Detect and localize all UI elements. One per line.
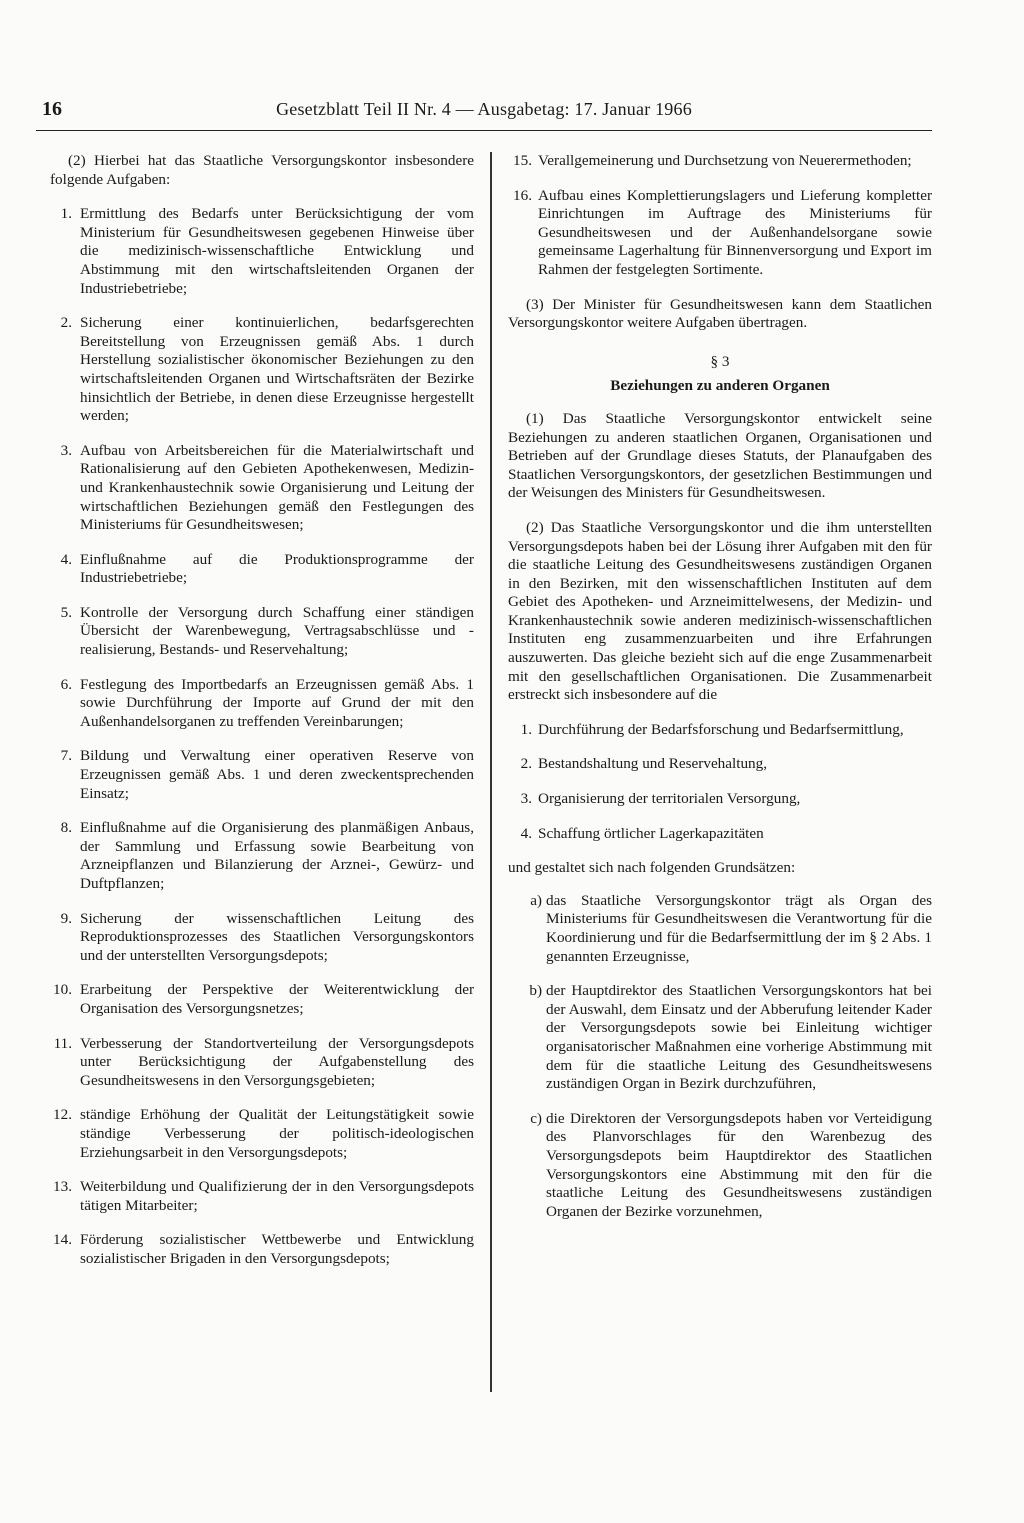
item-text: Verallgemeinerung und Durchsetzung von Neuerermethoden; xyxy=(538,152,912,169)
list-item xyxy=(50,442,474,535)
item-text: der Hauptdirektor des Staatlichen Versorgungskontors hat bei der Auswahl, dem Einsatz und der Abberufung leitender Kader der Versorgungsdepots sowie bei Einleitung wichtiger organisatorischer Maßnahmen eine vorherige Abstimmung mit dem für die staatliche Leitung des Gesundheitswesens zuständigen Organ in Bezirk durchzuführen, xyxy=(546,982,932,1093)
item-number: 2. xyxy=(520,755,532,773)
item-number: 8. xyxy=(60,819,72,837)
item-text: Sicherung der wissenschaftlichen Leitung des Reproduktionsprozesses des Staatlichen Versorgungskontors und der unterstellten Versorgungsdepots; xyxy=(80,909,474,964)
cooperation-list xyxy=(508,721,932,843)
item-text: Aufbau eines Komplettierungslagers und Lieferung kompletter Einrichtungen im Auftrage des Ministeriums für Gesundheitswesen und der Außenhandelsorgane sowie gemeinsame Lagerhaltung für Binnenversorgung und Export im Rahmen der festgelegten Sortimente. xyxy=(538,186,932,278)
item-number: 12. xyxy=(53,1106,72,1124)
paragraph-2-intro: (2) Hierbei hat das Staatliche Versorgungskontor insbesondere folgende Aufgaben: xyxy=(50,152,474,188)
list-item xyxy=(50,676,474,732)
running-title: Gesetzblatt Teil II Nr. 4 — Ausgabetag: 17. Januar 1966 xyxy=(276,99,692,119)
item-number: 10. xyxy=(53,981,72,999)
item-text: das Staatliche Versorgungskontor trägt als Organ des Ministeriums für Gesundheitswesen die Verantwortung für die Koordinierung und für die Bedarfsermittlung der im § 2 Abs. 1 genannten Erzeugnisse, xyxy=(546,891,932,965)
item-number: 4. xyxy=(520,824,532,842)
item-letter: c) xyxy=(530,1109,542,1127)
item-text: Durchführung der Bedarfsforschung und Bedarfsermittlung, xyxy=(538,720,904,738)
item-letter: a) xyxy=(530,891,542,909)
item-text: ständige Erhöhung der Qualität der Leitungstätigkeit sowie ständige Verbesserung der politisch-ideologischen Erziehungsarbeit in den Versorgungsdepots; xyxy=(80,1106,474,1161)
item-text: Festlegung des Importbedarfs an Erzeugnissen gemäß Abs. 1 sowie Durchführung der Importe auf Grund der mit den Außenhandelsorganen zu treffenden Vereinbarungen; xyxy=(80,675,474,730)
section-title: Beziehungen zu anderen Organen xyxy=(610,377,830,395)
list-item xyxy=(508,790,932,809)
item-text: Förderung sozialistischer Wettbewerbe und Entwicklung sozialistischer Brigaden in den Versorgungsdepots; xyxy=(80,1231,474,1267)
list-item xyxy=(508,892,932,966)
item-number: 2. xyxy=(60,314,72,332)
list-item xyxy=(508,721,932,740)
list-item xyxy=(508,187,932,280)
principles-intro: und gestaltet sich nach folgenden Grundsätzen: xyxy=(508,859,796,877)
item-number: 11. xyxy=(53,1034,72,1052)
item-number: 14. xyxy=(53,1231,72,1249)
section-3-paragraph-2: (2) Das Staatliche Versorgungskontor und die ihm unterstellten Versorgungsdepots haben bei der Lösung ihrer Aufgaben mit den für die staatliche Leitung des Gesundheitswesens zuständigen Organen in den Bezirken, mit den wissenschaftlichen Instituten auf dem Gebiet des Apotheken- und Arzneimittelwesens, der Medizin- und Krankenhaustechnik sowie anderen medizinisch-wissenschaftlichen Instituten eng zusammenzuarbeiten und ihre Erfahrungen auszuwerten. Das gleiche bezieht sich auf die enge Zusammenarbeit mit den gesellschaftlichen Organisationen. Die Zusammenarbeit erstreckt sich insbesondere auf die xyxy=(508,518,932,704)
list-item xyxy=(50,819,474,893)
list-item xyxy=(50,981,474,1018)
item-text: die Direktoren der Versorgungsdepots haben vor Verteidigung des Planvorschlages für den Warenbezug des Versorgungsdepots beim Hauptdirektor des Staatlichen Versorgungskontors eine Abstimmung mit den für die staatliche Leitung des Gesundheitswesens zuständigen Organen der Bezirke vorzunehmen, xyxy=(546,1109,932,1220)
list-item xyxy=(508,755,932,774)
item-number: 9. xyxy=(60,909,72,927)
list-item xyxy=(508,152,932,171)
list-item xyxy=(50,1178,474,1215)
item-text: Schaffung örtlicher Lagerkapazitäten xyxy=(538,824,764,842)
section-number: § 3 xyxy=(710,352,730,370)
item-number: 6. xyxy=(60,675,72,693)
item-letter: b) xyxy=(529,982,542,1000)
item-text: Einflußnahme auf die Organisierung des planmäßigen Anbaus, der Sammlung und Erfassung sowie Bearbeitung von Arzneipflanzen und Bilanzierung der Arznei-, Gewürz- und Duftpflanzen; xyxy=(80,819,474,892)
list-item xyxy=(508,982,932,1094)
item-text: Kontrolle der Versorgung durch Schaffung einer ständigen Übersicht der Warenbewegung, Vertragsabschlüsse und -realisierung, Bestands- und Reservehaltung; xyxy=(80,603,474,659)
item-text: Ermittlung des Bedarfs unter Berücksichtigung der vom Ministerium für Gesundheitswesen gegebenen Hinweise über die medizinisch-wissenschaftliche Entwicklung und Abstimmung mit den wirtschaftsleitenden Organen der Industriebetriebe; xyxy=(80,205,474,297)
item-number: 16. xyxy=(513,186,532,204)
list-item xyxy=(50,314,474,426)
paragraph-3: (3) Der Minister für Gesundheitswesen kann dem Staatlichen Versorgungskontor weitere Aufgaben übertragen. xyxy=(508,295,932,332)
right-column xyxy=(508,152,932,1237)
item-number: 7. xyxy=(60,747,72,765)
item-number: 1. xyxy=(60,205,72,223)
list-item xyxy=(50,551,474,588)
item-number: 13. xyxy=(53,1178,72,1196)
item-number: 3. xyxy=(520,790,532,808)
item-text: Einflußnahme auf die Produktionsprogramme der Industriebetriebe; xyxy=(80,550,474,587)
list-item xyxy=(50,1035,474,1091)
item-number: 3. xyxy=(60,441,72,459)
page-header xyxy=(36,96,932,131)
page-number: 16 xyxy=(42,98,62,120)
item-number: 15. xyxy=(513,152,532,169)
list-item xyxy=(50,1106,474,1162)
list-item xyxy=(50,205,474,298)
section-3-paragraph-1: (1) Das Staatliche Versorgungskontor entwickelt seine Beziehungen zu anderen staatlichen Organen, Organisationen und Betrieben auf der Grundlage dieses Statuts, der Planaufgaben des Staatlichen Versorgungskontors, der gesetzlichen Bestimmungen und der Weisungen des Ministers für Gesundheitswesen. xyxy=(508,409,932,502)
item-text: Erarbeitung der Perspektive der Weiterentwicklung der Organisation des Versorgungsnetzes; xyxy=(80,981,474,1017)
list-item xyxy=(50,1231,474,1268)
item-text: Weiterbildung und Qualifizierung der in den Versorgungsdepots tätigen Mitarbeiter; xyxy=(80,1178,474,1214)
item-text: Bildung und Verwaltung einer operativen Reserve von Erzeugnissen gemäß Abs. 1 und deren zweckentsprechenden Einsatz; xyxy=(80,747,474,802)
item-text: Aufbau von Arbeitsbereichen für die Materialwirtschaft und Rationalisierung auf den Gebieten Apothekenwesen, Medizin- und Krankenhaustechnik sowie Organisierung und Leitung der wirtschaftlichen Beziehungen gemäß den Festlegungen des Ministeriums für Gesundheitswesen; xyxy=(80,441,474,534)
column-divider xyxy=(490,152,492,1392)
list-item xyxy=(50,604,474,660)
item-number: 4. xyxy=(60,550,72,568)
list-item xyxy=(50,910,474,966)
left-column xyxy=(50,152,474,1285)
item-text: Bestandshaltung und Reservehaltung, xyxy=(538,755,768,773)
item-number: 5. xyxy=(60,603,72,621)
item-text: Organisierung der territorialen Versorgung, xyxy=(538,790,801,808)
item-text: Sicherung einer kontinuierlichen, bedarfsgerechten Bereitstellung von Erzeugnissen gemäß Abs. 1 durch Herstellung sozialistischer ökonomischer Beziehungen zu den wirtschaftsleitenden Organen und Wirtschaftsräten der Bezirke hinsichtlich der Betriebe, in denen diese Erzeugnisse hergestellt werden; xyxy=(80,314,474,425)
item-number: 1. xyxy=(520,720,532,738)
item-text: Verbesserung der Standortverteilung der Versorgungsdepots unter Berücksichtigung der Aufgabenstellung des Gesundheitswesens in den Versorgungsgebieten; xyxy=(80,1034,474,1089)
list-item xyxy=(50,747,474,803)
list-item xyxy=(508,1110,932,1222)
list-item xyxy=(508,825,932,844)
